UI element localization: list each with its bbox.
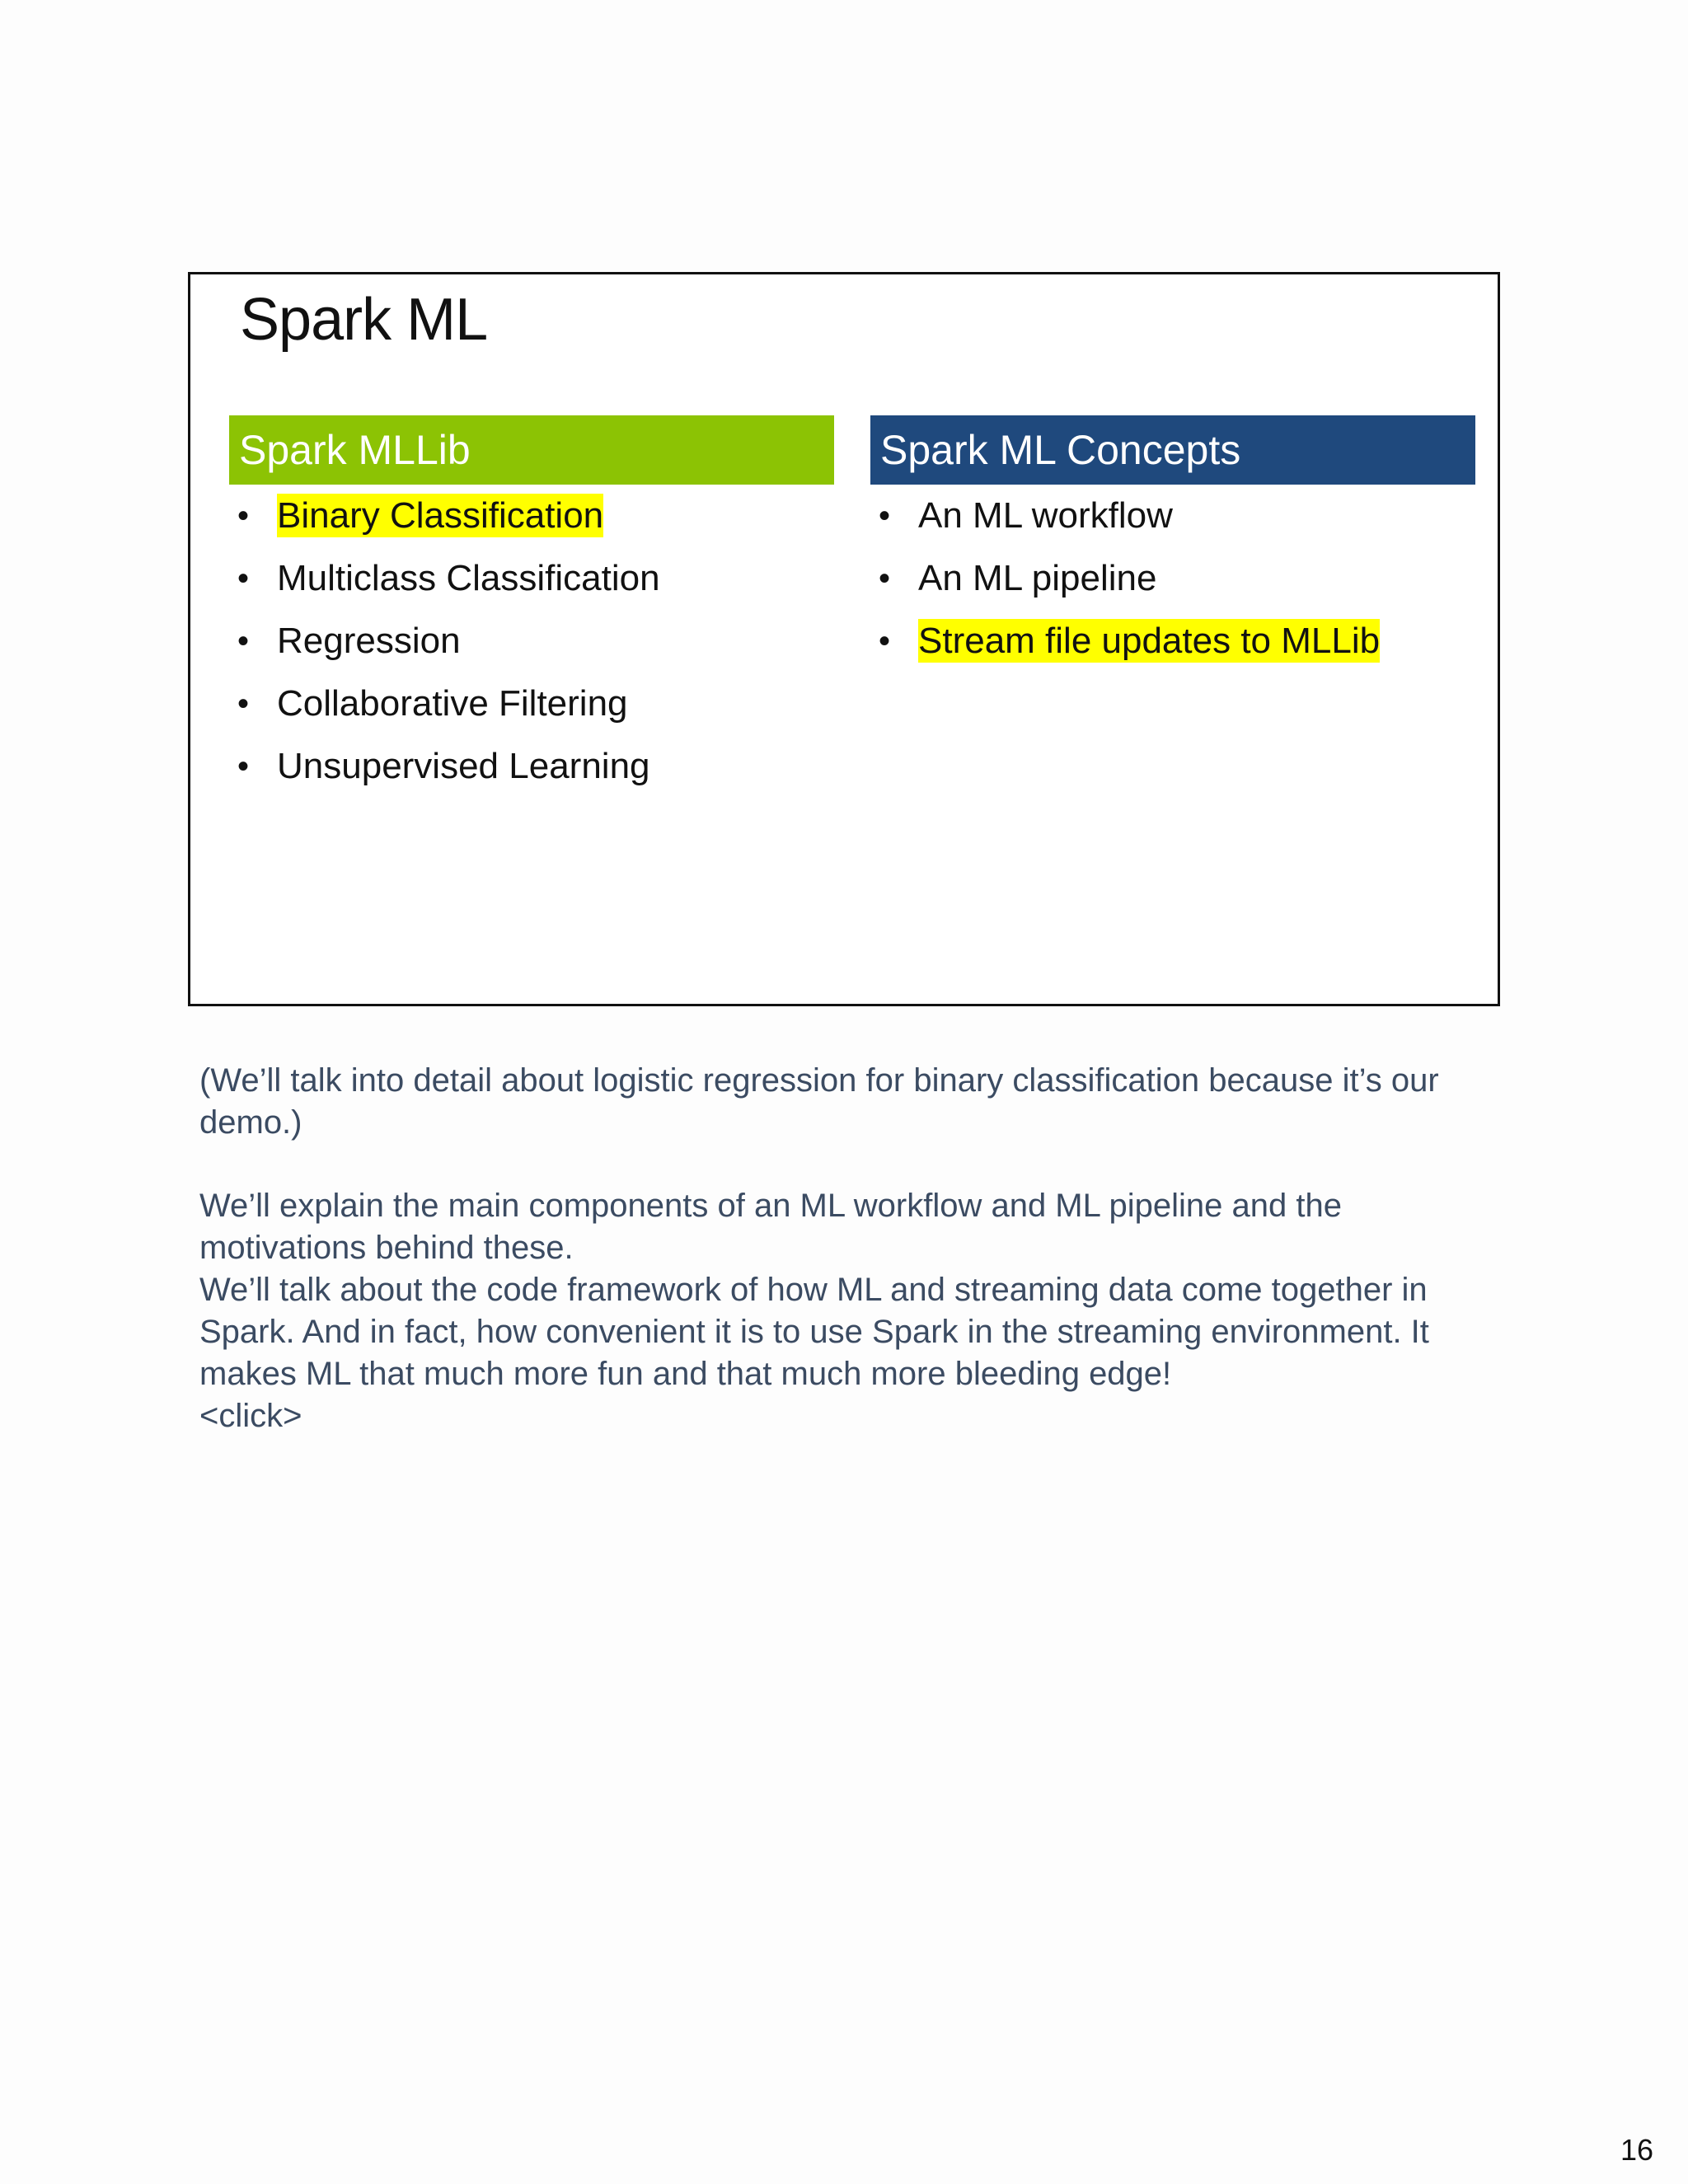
list-item xyxy=(870,485,1475,547)
notes-paragraph: <click> xyxy=(199,1398,302,1434)
slide-title: Spark ML xyxy=(240,287,488,353)
highlighted-text: Binary Classification xyxy=(277,495,604,536)
list-item-text: An ML pipeline xyxy=(918,558,1157,598)
notes-paragraph: We’ll talk about the code framework of how ML and streaming data come together in Spark. And in fact, how convenient it is to use Spark in the streaming environment. It makes ML that much more fun and that much more bleeding edge! xyxy=(199,1272,1429,1392)
spark-mllib-list xyxy=(229,485,834,798)
list-item xyxy=(229,610,834,673)
list-item xyxy=(229,673,834,735)
list-item-text: Unsupervised Learning xyxy=(277,746,650,786)
list-item xyxy=(870,610,1475,673)
list-item-text: An ML workflow xyxy=(918,495,1173,536)
spark-mllib-column xyxy=(229,415,834,798)
slide-frame xyxy=(188,272,1500,1006)
page-number: 16 xyxy=(1620,2133,1653,2167)
list-item xyxy=(229,735,834,798)
spark-mllib-header: Spark MLLib xyxy=(229,415,834,485)
list-item-text: Regression xyxy=(277,621,461,661)
speaker-notes xyxy=(199,1060,1485,1437)
spark-ml-concepts-header: Spark ML Concepts xyxy=(870,415,1475,485)
spark-ml-concepts-list xyxy=(870,485,1475,673)
list-item xyxy=(229,547,834,610)
spark-ml-concepts-column xyxy=(870,415,1475,673)
notes-paragraph: (We’ll talk into detail about logistic regression for binary classification because it’s our demo.) xyxy=(199,1062,1439,1141)
notes-spacer xyxy=(199,1144,1485,1185)
notes-paragraph: We’ll explain the main components of an ML workflow and ML pipeline and the motivations behind these. xyxy=(199,1188,1342,1266)
list-item xyxy=(870,547,1475,610)
list-item-text: Collaborative Filtering xyxy=(277,683,628,724)
list-item-text: Multiclass Classification xyxy=(277,558,660,598)
highlighted-text: Stream file updates to MLLib xyxy=(918,621,1381,661)
list-item xyxy=(229,485,834,547)
